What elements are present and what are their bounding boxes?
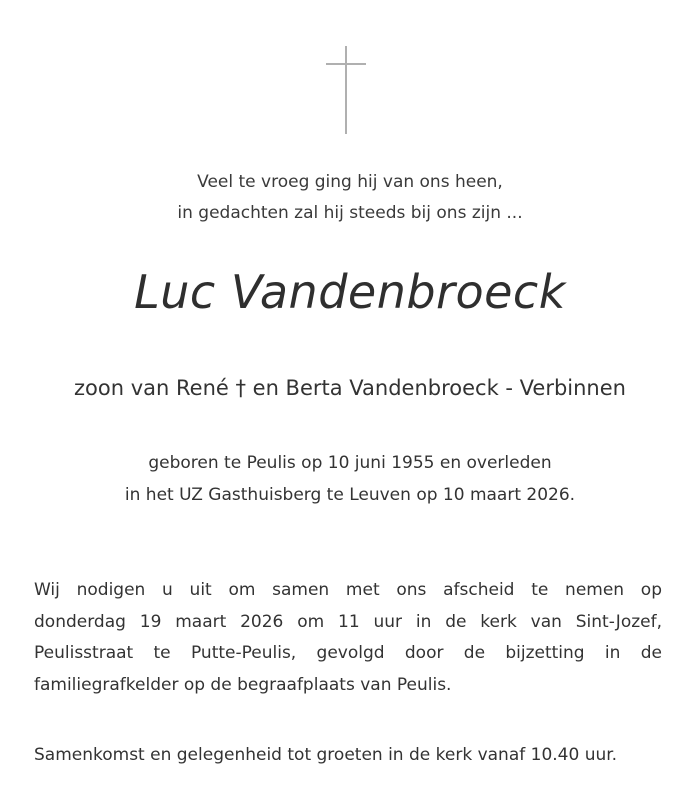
birth-death-dates (0, 447, 700, 511)
invitation-line-2: donderdag 19 maart 2026 om 11 uur in de kerk van Sint-Jozef, (34, 611, 662, 632)
funeral-invitation (34, 575, 662, 701)
invitation-line-4: familiegrafkelder op de begraafplaats van Peulis. (34, 674, 452, 695)
invitation-line-1: Wij nodigen u uit om samen met ons afscheid te nemen op (34, 580, 662, 600)
cross-vertical-bar (345, 46, 347, 134)
parents-line: zoon van René † en Berta Vandenbroeck - Verbinnen (74, 376, 626, 400)
memorial-verse (0, 167, 700, 229)
verse-line-1: Veel te vroeg ging hij van ons heen, (197, 172, 503, 192)
dates-line-2: in het UZ Gasthuisberg te Leuven op 10 maart 2026. (124, 485, 576, 505)
deceased-name: Luc Vandenbroeck (134, 265, 566, 319)
cross-icon (322, 46, 370, 134)
verse-line-2: in gedachten zal hij steeds bij ons zijn ... (177, 203, 523, 223)
cross-horizontal-bar (326, 63, 366, 65)
invitation-line-3: Peulisstraat te Putte-Peulis, gevolgd door de bijzetting in de (34, 643, 662, 663)
gathering-notice: Samenkomst en gelegenheid tot groeten in de kerk vanaf 10.40 uur. (34, 745, 618, 765)
dates-line-1: geboren te Peulis op 10 juni 1955 en overleden (148, 453, 552, 473)
